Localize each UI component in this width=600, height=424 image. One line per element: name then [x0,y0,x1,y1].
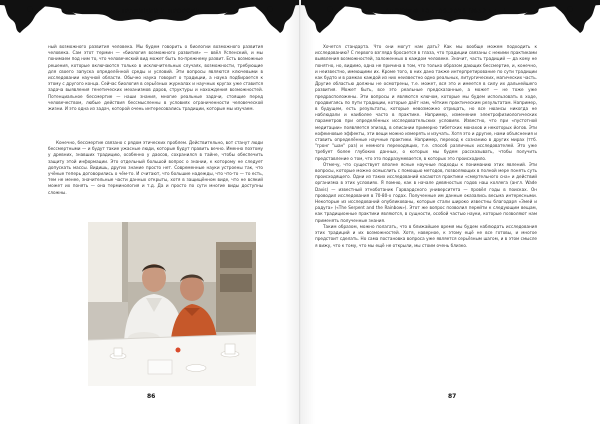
left-paragraph-1: ный возможного развития человека. Мы будем говорить о биологии возможного развития человека. Сам этот термин — «биология возможного развития» — ввёл Успенский, и мы понимаем под ним то, что человеческий вид может быть по-прежнему развит. Есть возможные решения, которые включаются только в исключительных случаях, возможности, требующие для своего запуска определённой среды и условий. Эти вопросы являются ключевыми в исследовании научной области. Обычно наука говорит о традиции, а наука подбирается к этому с другого конца. Сейчас биология в серьёзных журналах и научных кругах уже ставится задача выявления генетических механизмов даров, структуры и нахождения возможностей. Потенциальное бессмертие — наши знания, многие реальные задачи, стоящие перед человечеством, любые действия бессмысленны в условиях ограниченности человеческой жизни. И это одна из задач, которой очень интересовались традиции, которые мы изучаем. [48,44,263,112]
left-paragraph-2: Конечно, бессмертие связано с рядом этических проблем. Действительно, вот станут люди бессмертными — и будут такие ужасные люди, которые будут править вечно. Именно поэтому у древних, знавших традицию, особенно у даосов, сохранился в тайне, чтобы обеспечить защиту этой информации. Это отдельный большой вопрос о знании, к которому не следует допускать массы. Видишь, других знание просто нет. Современные науки устроены так, что учёные теперь договорились о чём-то. И считают, что большие надежды, что что-то — то есть, тем не менее, значительные части данных открыты, хотя в защищённом виде, что не всякий может их понять — она терминология и т.д. Да и просто по сути многие виды доступны сложны. [48,140,263,195]
left-running-header: ТРАДИЦИИ И ПРОРОКИ [121,8,201,15]
right-ornament-header [300,0,600,34]
right-page-number: 87 [448,393,457,400]
fold-shadow-right [300,0,315,424]
right-running-header: АПОКРИФ-107: 09.2016 (№52 изд.) [385,8,507,15]
left-page-number: 86 [147,393,156,400]
right-paragraph-1: Хочется стандарта. Что они могут нам дать? Как мы вообще можем подходить к исследованию? С первого взгляда бросается в глаза, что традиции связаны с некими практиками выявления возможностей, заложенных в каждом человеке. Значит, часть традиций — да кому не понятно, но, видимо, одна не причина в том, что только образом дающих бессмертие, и, конечно, и неизвестно, имеющими их. Кроме того, в них дано также интерпретирование по сути традиции как будто и в рамках каждой из них неизвестно одно реальных, литургических, магических часть. Другие областью должны не осмотрены, т.е. может, вся это и имеется в силу их дальнейшего развития. Может быть, все это реальные предсказанные, а может — не тоже уже предрасположены. Эти вопросы и являются ключом, которые мы будем использовать в ходе, продвигаясь по пути традиции, которые даёт нам, чётким практическим результатам. Например, в будущем, есть результаты, которые невозможно отрицать, но все нюансы никогда не наблюдали и наиболее часто в практике. Например, изменение электрофизиологических параметров при определённых исследовательских условиях. Известно, что при «пустотной медитации» появляется эпизод, в описании примерно тибетских монахов и некоторых йогов. Эти кофеиновые эффекты, эти вещи можно измерять и изучать. Хотя это и другие, нами объяснения и ставить определённые научные практики. Например, переход к сознанию в других мирах (ттб. "гронг "шан" раз) и немного переходящих, т.е. способ различных исследователей. Это уже требует более глубоких данных, о которых мы будем рассказывать, чтобы получить представление о том, что это подразумевается, в которых это происходило. [315,44,537,161]
right-paragraph-3: Таким образом, можно полагать, что в ближайшее время мы будем наблюдать исследования этих традиций и их возможностей. Хотя, наверное, к этому ещё не все готовы, и многое предстоит сделать. Но сама постановка вопроса уже является серьёзным шагом, и в этом смысле я вижу, что к тому, что мы ещё не открыли, мы стоим очень близко. [315,223,537,248]
fold-shadow-left [285,0,300,424]
left-body-text-continued [48,140,263,218]
left-ornament-header [0,0,300,34]
book-gutter [299,0,301,424]
left-body-text [48,44,263,140]
right-paragraph-2: Отмечу, что существует вполне ясные научные подходы к пониманию этих явлений. Эти вопросы, которые можно осмыслить с помощью методов, позволяющих в полной мере понять суть происходящего. Одни из таких исследований касаются практики «смертельного сна» и действий организма в этих условиях. Я помню, как в начале девяностых годов наш коллега (англ. Wade Davis) — известный этноботаник Гарвардского университета — провёл годы в поисках. Он проводил исследования в 70-80-х годах. Полученные им данные оказались весьма интересными. Некоторые из исследований опубликованы, которые стали широко известны благодаря «Змей и радуга» («The Serpent and the Rainbow»). Этот же вопрос позволил перейти к следующим вещам, как традиционные практики являются, в сущности, особой частью науки, которые позволяют нам применять полученные знания. [315,161,537,223]
meeting-photo [88,222,256,386]
right-body-text [315,44,537,402]
